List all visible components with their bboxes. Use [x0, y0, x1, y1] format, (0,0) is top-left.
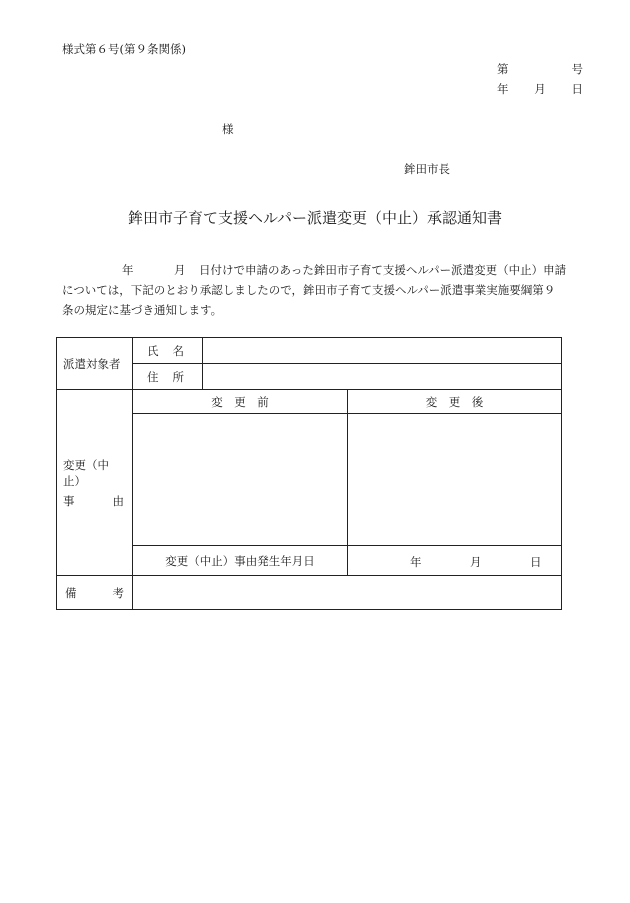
reason-label-2b: 由: [112, 493, 124, 508]
form-number: 様式第６号(第９条関係): [62, 42, 186, 56]
issue-date-year: 年: [497, 82, 509, 96]
address-label-cell: [133, 364, 203, 390]
remarks-label-1: 備: [65, 585, 77, 600]
occurrence-year: 年: [410, 554, 422, 569]
issue-date-day: 日: [571, 82, 583, 96]
before-change-field[interactable]: [133, 414, 348, 546]
addressee-suffix: 様: [222, 122, 234, 136]
address-label-2: 所: [172, 369, 184, 384]
after-change-field[interactable]: [348, 414, 562, 546]
issue-date-month: 月: [534, 82, 546, 96]
after-change-header: 変 更 後: [348, 390, 562, 414]
doc-number-suffix: 号: [571, 62, 583, 76]
body-line-2: については，下記のとおり承認しましたので，鉾田市子育て支援ヘルパー派遣事業実施要綱第９: [62, 283, 556, 297]
body-line-1-text: 日付けで申請のあった鉾田市子育て支援ヘルパー派遣変更（中止）申請: [199, 263, 567, 277]
remarks-label-cell: [57, 576, 133, 610]
occurrence-day: 日: [530, 554, 542, 569]
occurrence-date-field[interactable]: [348, 546, 562, 576]
issue-date-line: [497, 81, 583, 97]
name-label-1: 氏: [147, 343, 159, 358]
issuer-name: 鉾田市長: [404, 162, 450, 176]
occurrence-month: 月: [470, 554, 482, 569]
doc-number-prefix: 第: [497, 62, 509, 76]
remarks-field[interactable]: [133, 576, 562, 610]
reason-label-2a: 事: [63, 493, 75, 508]
body-line-3: 条の規定に基づき通知します。: [62, 303, 223, 317]
target-label: 派遣対象者: [63, 356, 121, 371]
address-label-1: 住: [147, 369, 159, 384]
reason-label-line-1: 変更（中止）: [63, 457, 109, 488]
body-year: 年: [122, 263, 134, 277]
body-month: 月: [174, 263, 186, 277]
address-field[interactable]: [203, 364, 562, 390]
occurrence-date-label: 変更（中止）事由発生年月日: [133, 546, 348, 576]
reason-label-cell: [57, 390, 133, 576]
name-field[interactable]: [203, 338, 562, 364]
reason-label-line-2: [63, 493, 126, 509]
remarks-label-2: 考: [112, 585, 124, 600]
name-label-2: 名: [172, 343, 184, 358]
target-label-cell: [57, 338, 133, 390]
document-title: 鉾田市子育て支援ヘルパー派遣変更（中止）承認通知書: [128, 209, 502, 227]
notification-form-table: [56, 337, 562, 610]
document-number-line: [497, 61, 583, 77]
name-label-cell: [133, 338, 203, 364]
before-change-header: 変 更 前: [133, 390, 348, 414]
